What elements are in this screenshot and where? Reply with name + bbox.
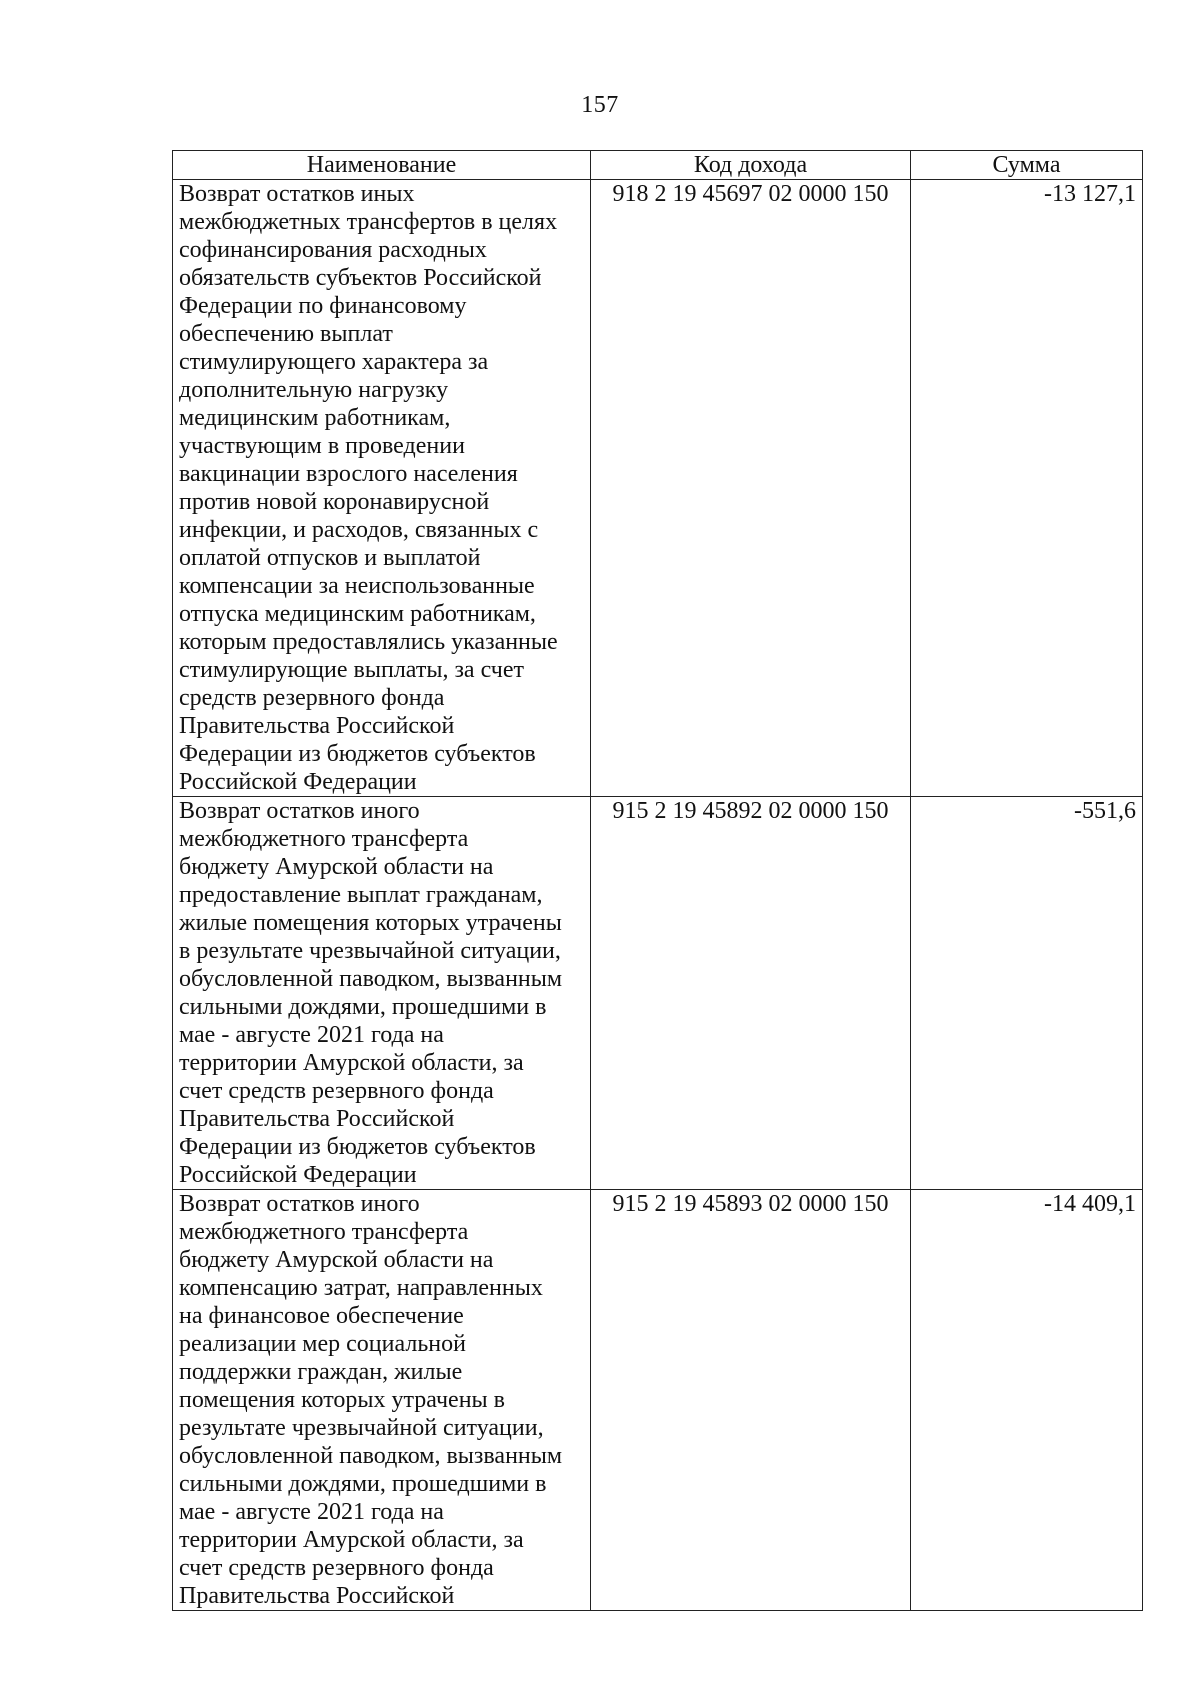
table-row	[173, 1190, 1143, 1611]
header-amount: Сумма	[911, 151, 1143, 180]
row-name: Возврат остатков иного межбюджетного трансферта бюджету Амурской области на предоставление выплат гражданам, жилые помещения которых утрачены в результате чрезвычайной ситуации, обусловленной паводком, вызванным сильными дождями, прошедшими в мае - августе 2021 года на территории Амурской области, за счет средств резервного фонда Правительства Российской Федерации из бюджетов субъектов Российской Федерации	[173, 797, 591, 1190]
table-row	[173, 797, 1143, 1190]
revenue-table	[172, 150, 1143, 1611]
row-amount: -551,6	[911, 797, 1143, 1190]
table-header-row	[173, 151, 1143, 180]
row-code: 915 2 19 45892 02 0000 150	[591, 797, 911, 1190]
table-row	[173, 180, 1143, 797]
row-name: Возврат остатков иного межбюджетного трансферта бюджету Амурской области на компенсацию затрат, направленных на финансовое обеспечение реализации мер социальной поддержки граждан, жилые помещения которых утрачены в результате чрезвычайной ситуации, обусловленной паводком, вызванным сильными дождями, прошедшими в мае - августе 2021 года на территории Амурской области, за счет средств резервного фонда Правительства Российской	[173, 1190, 591, 1611]
row-code: 915 2 19 45893 02 0000 150	[591, 1190, 911, 1611]
header-name: Наименование	[173, 151, 591, 180]
page-number: 157	[581, 92, 619, 118]
row-code: 918 2 19 45697 02 0000 150	[591, 180, 911, 797]
row-amount: -13 127,1	[911, 180, 1143, 797]
row-amount: -14 409,1	[911, 1190, 1143, 1611]
row-name: Возврат остатков иных межбюджетных трансфертов в целях софинансирования расходных обязательств субъектов Российской Федерации по финансовому обеспечению выплат стимулирующего характера за дополнительную нагрузку медицинским работникам, участвующим в проведении вакцинации взрослого населения против новой коронавирусной инфекции, и расходов, связанных с оплатой отпусков и выплатой компенсации за неиспользованные отпуска медицинским работникам, которым предоставлялись указанные стимулирующие выплаты, за счет средств резервного фонда Правительства Российской Федерации из бюджетов субъектов Российской Федерации	[173, 180, 591, 797]
header-code: Код дохода	[591, 151, 911, 180]
